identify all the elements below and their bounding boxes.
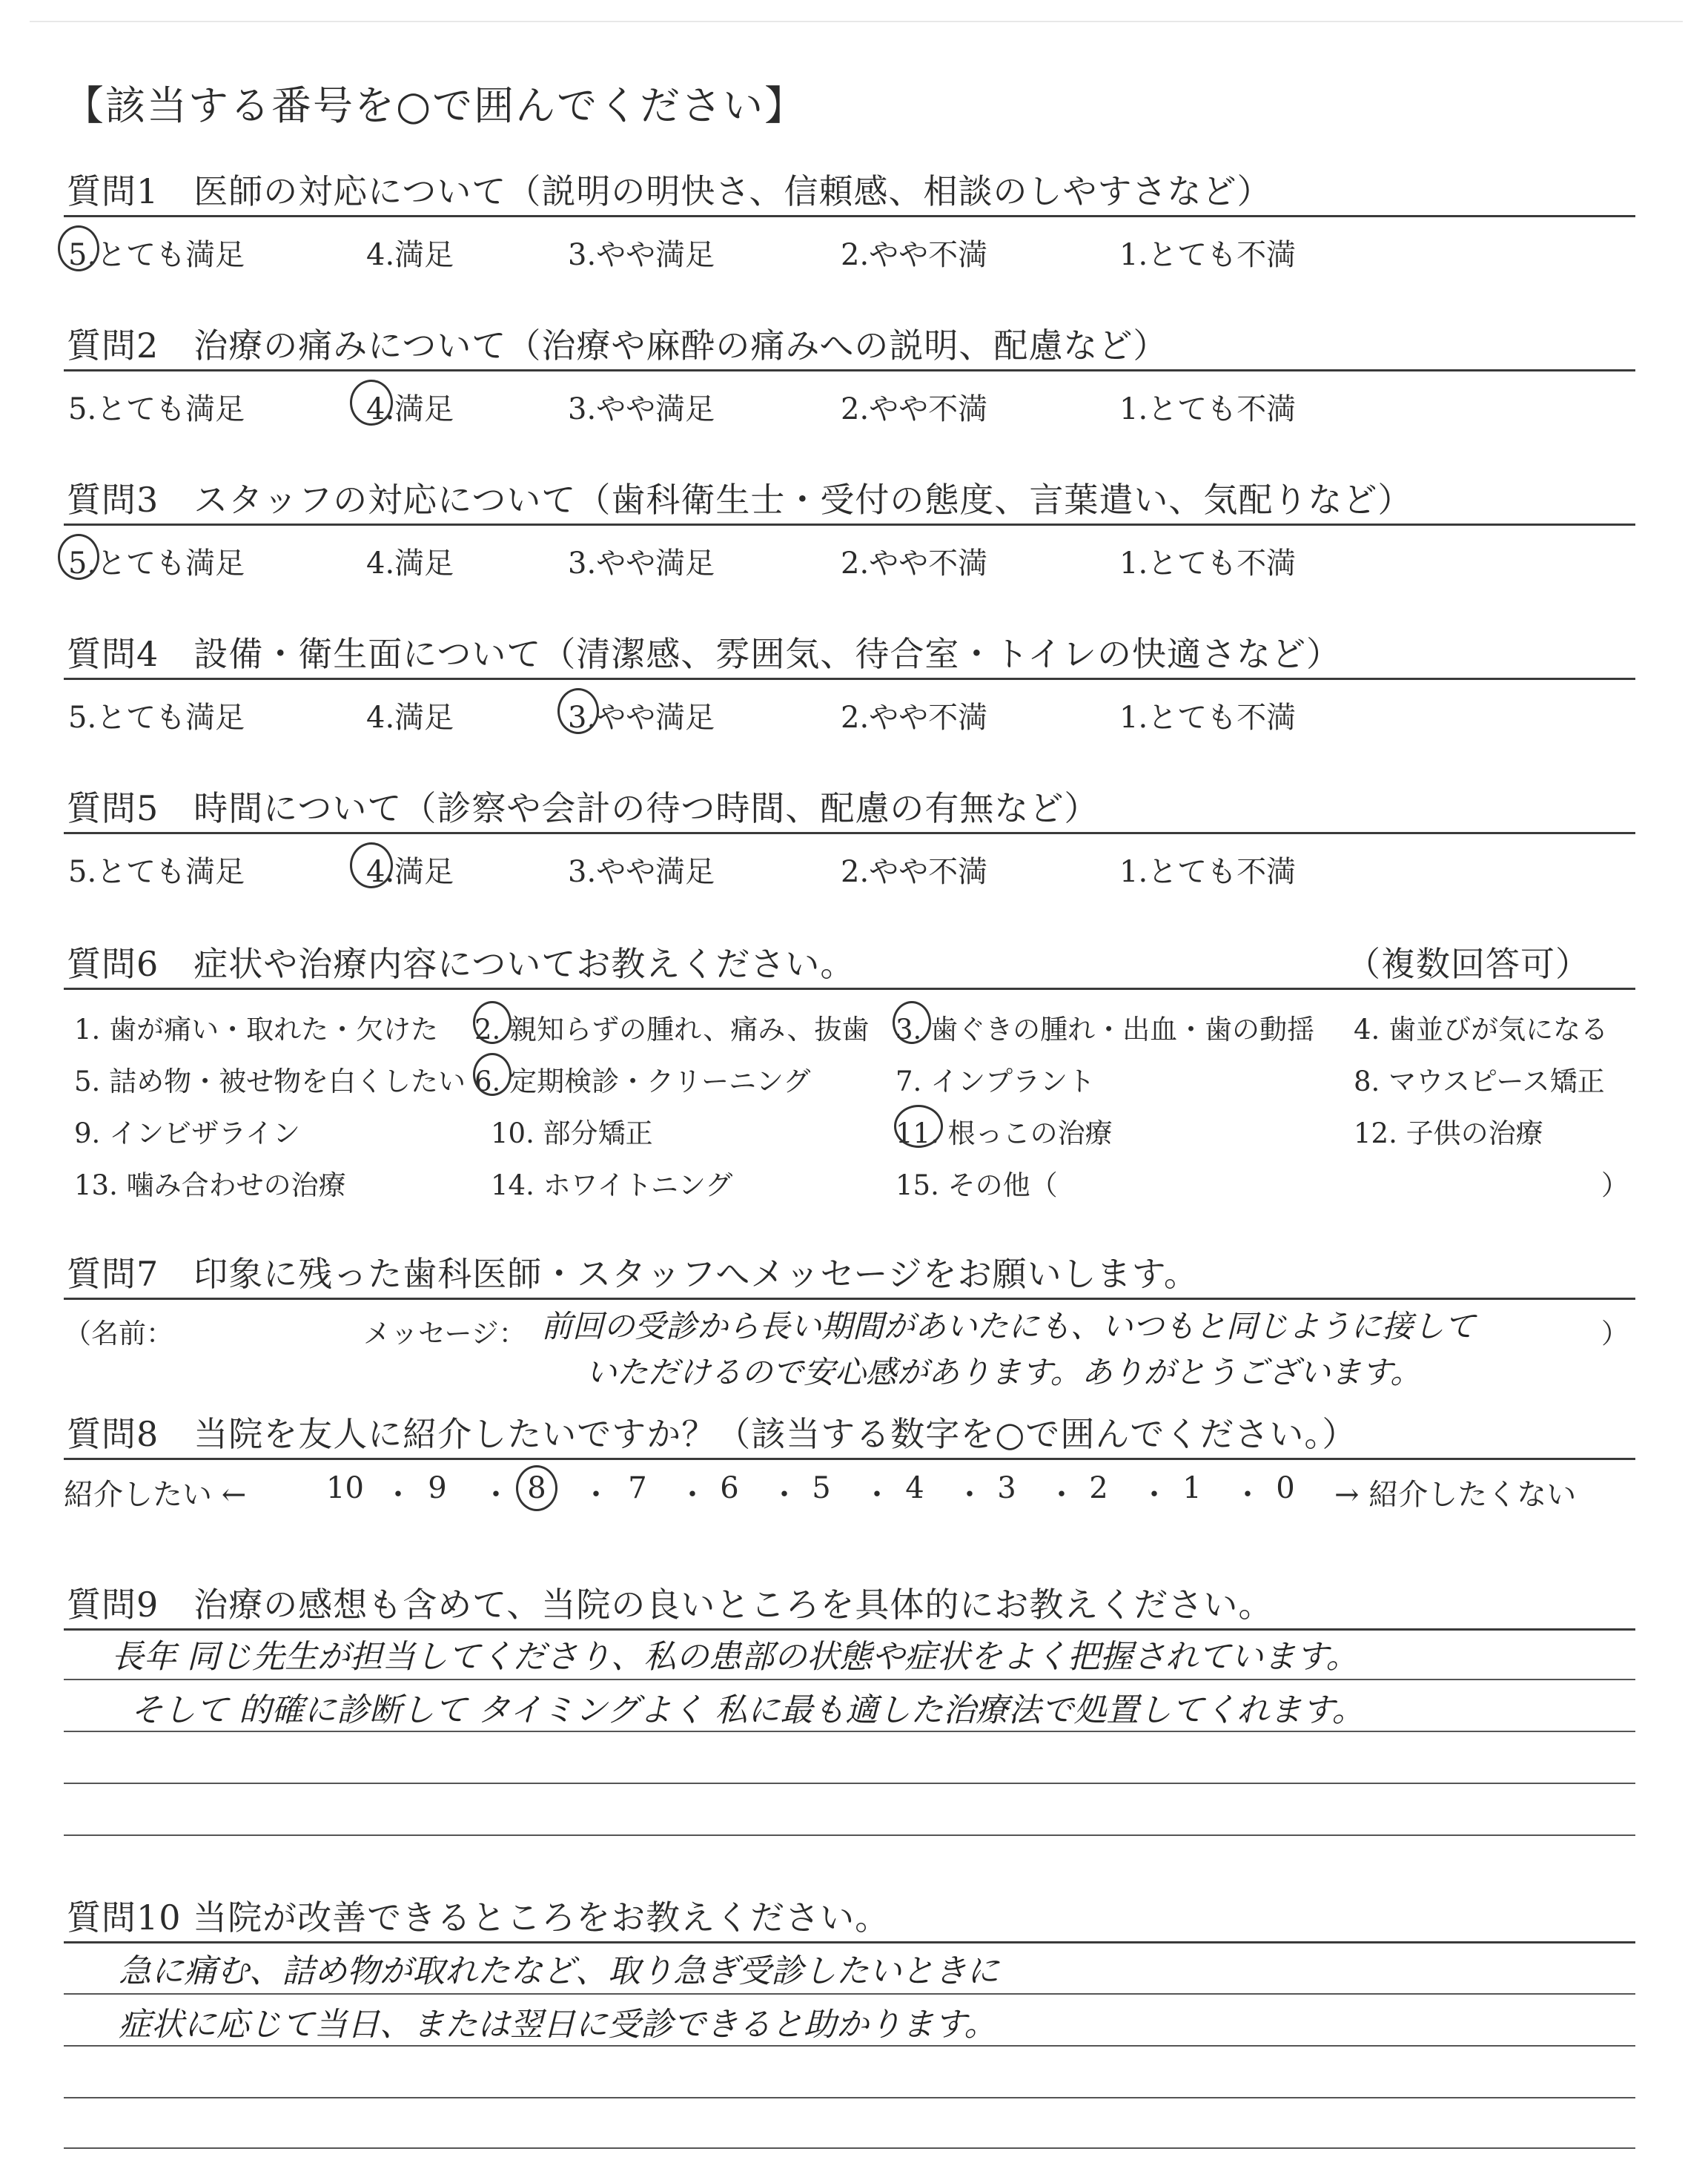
question-title: 質問2 治療の痛みについて（治療や麻酔の痛みへの説明、配慮など） — [67, 326, 1168, 366]
scale-value[interactable]: 9 — [428, 1471, 447, 1505]
option-4[interactable]: 4.満足 — [366, 392, 454, 426]
option-4[interactable]: 4.満足 — [366, 701, 454, 735]
selection-circle — [58, 225, 99, 271]
scale-value[interactable]: 10 — [326, 1471, 364, 1505]
option-2[interactable]: 2.やや不満 — [841, 546, 988, 581]
answer-line: 症状に応じて当日、または翌日に受診できると助かります。 — [119, 2006, 997, 2044]
option-5[interactable]: 5.とても満足 — [68, 855, 245, 889]
question-title: 質問4 設備・衛生面について（清潔感、雰囲気、待合室・トイレの快適さなど） — [67, 634, 1342, 674]
symptom-option[interactable]: 14. ホワイトニング — [491, 1169, 733, 1201]
symptom-option[interactable]: 4. 歯並びが気になる — [1354, 1014, 1609, 1046]
writing-line — [64, 2097, 1635, 2098]
answer-line: そして 的確に診断して タイミングよく 私に最も適した治療法で処置してくれます。 — [130, 1691, 1365, 1729]
writing-line — [64, 1993, 1635, 1995]
message-close-paren: ） — [1601, 1318, 1629, 1350]
option-1[interactable]: 1.とても不満 — [1119, 855, 1297, 889]
option-4[interactable]: 4.満足 — [366, 238, 454, 272]
divider — [64, 369, 1635, 371]
option-3[interactable]: 3.やや満足 — [568, 238, 715, 272]
option-3[interactable]: 3.やや満足 — [568, 392, 715, 426]
option-5[interactable]: 5.とても満足 — [68, 238, 245, 272]
symptom-option[interactable]: 12. 子供の治療 — [1354, 1117, 1543, 1149]
option-2[interactable]: 2.やや不満 — [841, 855, 988, 889]
scale-separator: ・ — [955, 1478, 984, 1512]
scale-value[interactable]: 0 — [1276, 1471, 1295, 1505]
scale-value[interactable]: 2 — [1089, 1471, 1108, 1505]
selection-circle — [473, 1001, 512, 1044]
option-4[interactable]: 4.満足 — [366, 546, 454, 581]
question-title: 質問6 症状や治療内容についてお教えください。 — [67, 944, 855, 984]
symptom-option[interactable]: 2. 親知らずの腫れ、痛み、抜歯 — [474, 1014, 870, 1046]
option-1[interactable]: 1.とても不満 — [1119, 546, 1297, 581]
option-1[interactable]: 1.とても不満 — [1119, 238, 1297, 272]
option-3[interactable]: 3.やや満足 — [568, 546, 715, 581]
option-5[interactable]: 5.とても満足 — [68, 701, 245, 735]
scale-value[interactable]: 4 — [905, 1471, 924, 1505]
recommend-right-label: → 紹介したくない — [1334, 1478, 1577, 1512]
question-title: 質問7 印象に残った歯科医師・スタッフへメッセージをお願いします。 — [67, 1254, 1199, 1294]
selection-circle — [894, 1105, 943, 1148]
writing-line — [64, 1731, 1635, 1732]
scale-value[interactable]: 8 — [527, 1471, 546, 1505]
option-2[interactable]: 2.やや不満 — [841, 392, 988, 426]
symptom-option[interactable]: 6. 定期検診・クリーニング — [474, 1066, 811, 1097]
divider — [64, 215, 1635, 217]
scale-value[interactable]: 6 — [720, 1471, 739, 1505]
scale-separator: ・ — [481, 1478, 511, 1512]
scale-separator: ・ — [1233, 1478, 1262, 1512]
divider — [64, 1298, 1635, 1300]
symptom-option[interactable]: 7. インプラント — [896, 1066, 1096, 1097]
answer-line: 急に痛む、詰め物が取れたなど、取り急ぎ受診したいときに — [119, 1952, 999, 1990]
selection-circle — [350, 842, 393, 888]
writing-line — [64, 1834, 1635, 1836]
divider — [64, 678, 1635, 680]
divider — [64, 988, 1635, 990]
option-2[interactable]: 2.やや不満 — [841, 701, 988, 735]
scale-separator: ・ — [383, 1478, 413, 1512]
scale-separator: ・ — [581, 1478, 611, 1512]
question-title: 質問8 当院を友人に紹介したいですか？（該当する数字を○で囲んでください。） — [67, 1414, 1357, 1454]
writing-line — [64, 2045, 1635, 2047]
symptom-option[interactable]: 9. インビザライン — [74, 1117, 300, 1149]
scale-separator: ・ — [862, 1478, 892, 1512]
option-1[interactable]: 1.とても不満 — [1119, 701, 1297, 735]
selection-circle — [516, 1465, 557, 1511]
divider — [64, 1458, 1635, 1460]
option-5[interactable]: 5.とても満足 — [68, 392, 245, 426]
writing-line — [64, 1783, 1635, 1784]
symptom-option[interactable]: 1. 歯が痛い・取れた・欠けた — [74, 1014, 439, 1046]
divider — [64, 524, 1635, 526]
message-line: 前回の受診から長い期間があいたにも、いつもと同じように接して — [541, 1308, 1476, 1344]
symptom-option[interactable]: 3. 歯ぐきの腫れ・出血・歯の動揺 — [896, 1014, 1315, 1046]
scale-separator: ・ — [678, 1478, 707, 1512]
question-title: 質問1 医師の対応について（説明の明快さ、信頼感、相談のしやすさなど） — [67, 171, 1272, 211]
question-title: 質問9 治療の感想も含めて、当院の良いところを具体的にお教えください。 — [67, 1585, 1274, 1625]
divider — [64, 832, 1635, 834]
option-3[interactable]: 3.やや満足 — [568, 701, 715, 735]
option-4[interactable]: 4.満足 — [366, 855, 454, 889]
scale-value[interactable]: 1 — [1182, 1471, 1202, 1505]
scale-separator: ・ — [769, 1478, 799, 1512]
writing-line — [64, 2147, 1635, 2149]
answer-line: 長年 同じ先生が担当してくださり、私の患部の状態や症状をよく把握されています。 — [111, 1638, 1359, 1676]
option-5[interactable]: 5.とても満足 — [68, 546, 245, 581]
selection-circle — [473, 1053, 512, 1096]
selection-circle — [350, 380, 393, 426]
option-1[interactable]: 1.とても不満 — [1119, 392, 1297, 426]
symptom-option[interactable]: 5. 詰め物・被せ物を白くしたい — [74, 1066, 466, 1097]
message-line: いただけるので安心感があります。ありがとうございます。 — [586, 1354, 1422, 1390]
multiple-answer-note: （複数回答可） — [1346, 944, 1590, 984]
scale-value[interactable]: 5 — [812, 1471, 831, 1505]
scale-value[interactable]: 7 — [628, 1471, 647, 1505]
recommend-left-label: 紹介したい ← — [64, 1478, 247, 1512]
selection-circle — [557, 688, 599, 734]
page-title: 【該当する番号を○で囲んでください】 — [64, 82, 807, 129]
symptom-option[interactable]: 10. 部分矯正 — [491, 1117, 653, 1149]
symptom-option[interactable]: 11. 根っこの治療 — [896, 1117, 1113, 1149]
writing-line — [64, 1679, 1635, 1680]
message-label: メッセージ： — [363, 1318, 526, 1350]
scale-separator: ・ — [1139, 1478, 1169, 1512]
scale-separator: ・ — [1047, 1478, 1076, 1512]
selection-circle — [58, 534, 99, 580]
name-label: （名前： — [64, 1318, 173, 1350]
scale-value[interactable]: 3 — [997, 1471, 1016, 1505]
symptom-option[interactable]: 8. マウスピース矯正 — [1354, 1066, 1605, 1097]
symptom-option[interactable]: 15. その他（ — [896, 1169, 1058, 1201]
question-title: 質問10 当院が改善できるところをお教えください。 — [67, 1898, 890, 1938]
other-close-paren: ） — [1601, 1169, 1629, 1201]
question-title: 質問3 スタッフの対応について（歯科衛生士・受付の態度、言葉遣い、気配りなど） — [67, 480, 1413, 520]
option-2[interactable]: 2.やや不満 — [841, 238, 988, 272]
selection-circle — [893, 1001, 931, 1044]
top-edge — [30, 21, 1683, 22]
divider — [64, 1941, 1635, 1943]
option-3[interactable]: 3.やや満足 — [568, 855, 715, 889]
question-title: 質問5 時間について（診察や会計の待つ時間、配慮の有無など） — [67, 788, 1099, 828]
symptom-option[interactable]: 13. 噛み合わせの治療 — [74, 1169, 346, 1201]
